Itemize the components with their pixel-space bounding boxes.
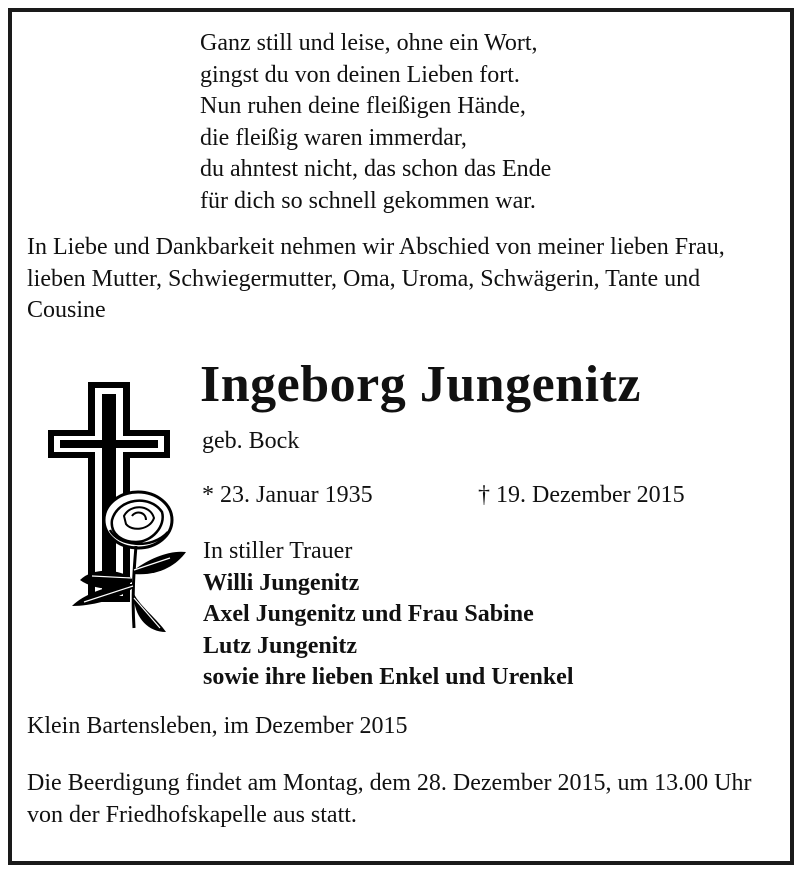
poem-line: gingst du von deinen Lieben fort. [200,61,520,88]
funeral-info: Die Beerdigung findet am Montag, dem 28. Dezember 2015, um 13.00 Uhr von der Friedhofskapelle aus statt. [27,770,752,828]
birth-date: * 23. Januar 1935 [202,482,373,508]
mourner-name: Axel Jungenitz und Frau Sabine [203,601,534,628]
poem-line: du ahntest nicht, das schon das Ende [200,156,552,182]
mourner-name: sowie ihre lieben Enkel und Urenkel [203,664,574,691]
mourner-name: Willi Jungenitz [203,569,360,596]
maiden-name: geb. Bock [202,428,300,454]
poem [200,28,551,217]
intro-text: In Liebe und Dankbarkeit nehmen wir Abschied von meiner lieben Frau, lieben Mutter, Schwiegermutter, Oma, Uroma, Schwägerin, Tante und Cousine [27,234,725,323]
death-date: † 19. Dezember 2015 [478,482,685,508]
poem-line: Ganz still und leise, ohne ein Wort, [200,30,538,56]
poem-line: Nun ruhen deine fleißigen Hände, [200,93,526,119]
emblem [40,370,190,645]
place-date: Klein Bartensleben, im Dezember 2015 [27,713,408,739]
deceased-name: Ingeborg Jungenitz [200,356,641,413]
mourners-heading: In stiller Trauer [203,538,353,564]
mourners [203,536,574,694]
poem-line: für dich so schnell gekommen war. [200,187,536,214]
mourner-name: Lutz Jungenitz [203,632,358,659]
poem-line: die fleißig waren immerdar, [200,124,467,151]
